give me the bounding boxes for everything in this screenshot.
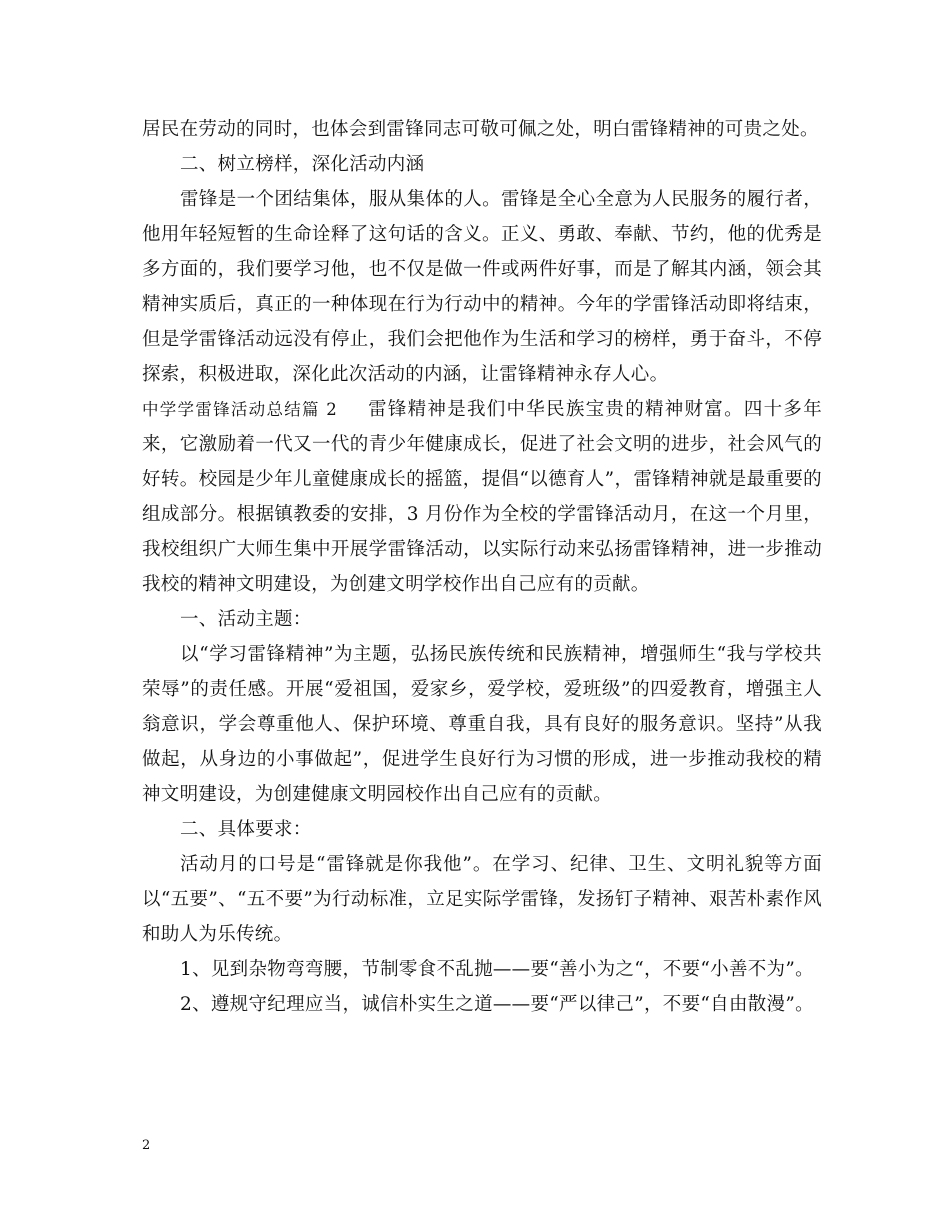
section-heading: 二、具体要求： (180, 819, 312, 840)
section2-paragraph (142, 392, 822, 602)
section2-lead: 雷锋精神是我们中华民族宝贵的精神财富。四十多年来，它激励着一代又一代的青少年健康成长，促进了社会文明的进步，社会风气的好转。校园是少年儿童健康成长的摇篮，提倡“以德育人”，雷锋精神就是最重要的组成部分。根据镇教委的安排，3 月份作为全校的学雷锋活动月，在这一个月里，我校组织广大师生集中开展学雷锋活动，以实际行动来弘扬雷锋精神，进一步推动我校的精神文明建设，为创建文明学校作出自己应有的贡献。 (142, 399, 823, 595)
paragraph: 以“学习雷锋精神”为主题，弘扬民族传统和民族精神，增强师生“我与学校共荣辱”的责任感。开展“爱祖国，爱家乡，爱学校，爱班级”的四爱教育，增强主人翁意识，学会尊重他人、保护环境、尊重自我，具有良好的服务意识。坚持”从我做起，从身边的小事做起”，促进学生良好行为习惯的形成，进一步推动我校的精神文明建设，为创建健康文明园校作出自己应有的贡献。 (142, 644, 822, 805)
section2-title: 中学学雷锋活动总结篇 2 (142, 400, 338, 419)
paragraph: 活动月的口号是“雷锋就是你我他”。在学习、纪律、卫生、文明礼貌等方面以“五要”、“五不要”为行动标准，立足实际学雷锋，发扬钉子精神、艰苦朴素作风和助人为乐传统。 (142, 854, 822, 945)
document-body (142, 112, 822, 1022)
section-heading: 二、树立榜样，深化活动内涵 (180, 154, 425, 175)
list-item: 1、见到杂物弯弯腰，节制零食不乱抛——要“善小为之“，不要“小善不为”。 (180, 959, 814, 980)
section-heading: 一、活动主题： (180, 609, 312, 630)
list-item: 2、遵规守纪理应当，诚信朴实生之道——要“严以律己”，不要“自由散漫”。 (180, 994, 814, 1015)
paragraph: 居民在劳动的同时，也体会到雷锋同志可敬可佩之处，明白雷锋精神的可贵之处。 (142, 119, 819, 140)
paragraph: 雷锋是一个团结集体，服从集体的人。雷锋是全心全意为人民服务的履行者，他用年轻短暂的生命诠释了这句话的含义。正义、勇敢、奉献、节约，他的优秀是多方面的，我们要学习他，也不仅是做一件或两件好事，而是了解其内涵，领会其精神实质后，真正的一种体现在行为行动中的精神。今年的学雷锋活动即将结束，但是学雷锋活动远没有停止，我们会把他作为生活和学习的榜样，勇于奋斗，不停探索，积极进取，深化此次活动的内涵，让雷锋精神永存人心。 (142, 189, 822, 385)
page-number: 2 (142, 1138, 151, 1153)
